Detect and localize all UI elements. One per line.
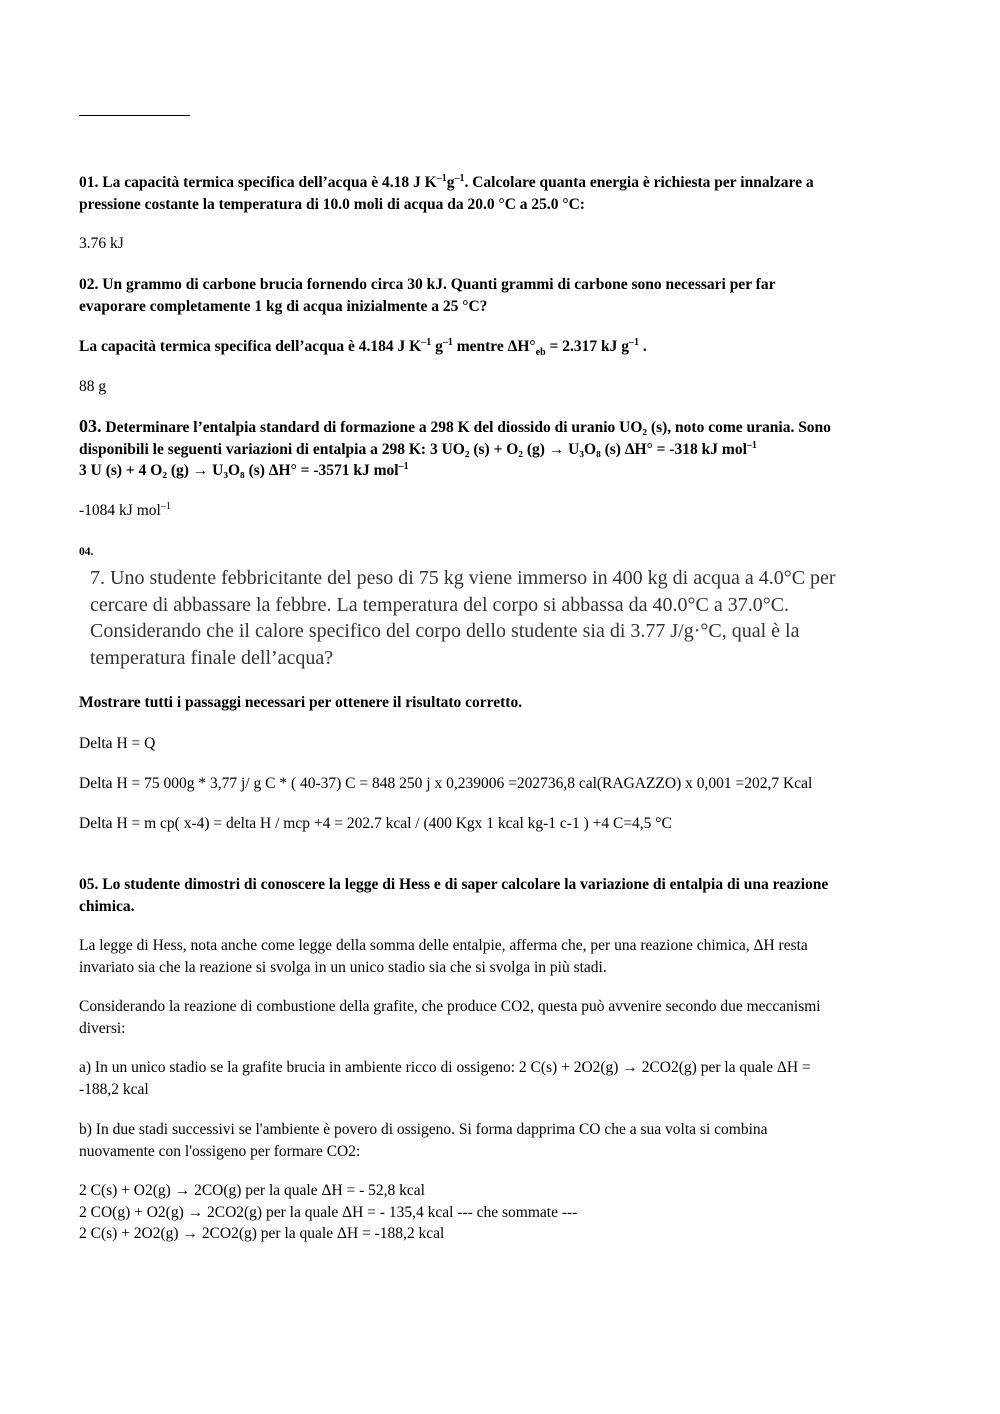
q03-question: 03. Determinare l’entalpia standard di formazione a 298 K del diossido di uranio UO₂ (s), noto come urania. Sono disponibili le seguenti variazioni di entalpia a 298 K: 3 UO₂ (s) + O₂ (g) → U₃O₈ (s) ΔH° = -318 kJ mol$^{-1}$ 3 U (s) + 4 O₂ (g) → U₃O₈ (s) ΔH° = -3571 kJ mol$^{-1}$: [79, 416, 831, 479]
q05-paragraph-combustion: Considerando la reazione di combustione della grafite, che produce CO2, questa può avvenire secondo due meccanismi diversi:: [79, 998, 821, 1037]
q05-case-a: a) In un unico stadio se la grafite brucia in ambiente ricco di ossigeno: 2 C(s) + 2O2(g) → 2CO2(g) per la quale ΔH = -188,2 kcal: [79, 1059, 811, 1098]
q05-case-b: b) In due stadi successivi se l'ambiente è povero di ossigeno. Si forma dapprima CO che a sua volta si combina nuovamente con l'ossigeno per formare CO2:: [79, 1121, 768, 1160]
q04-instruction: Mostrare tutti i passaggi necessari per ottenere il risultato corretto.: [79, 694, 523, 711]
q04-number: 04.: [79, 546, 94, 558]
q01-answer: 3.76 kJ: [79, 235, 124, 252]
q05-question: 05. Lo studente dimostri di conoscere la legge di Hess e di saper calcolare la variazione di entalpia di una reazione chimica.: [79, 876, 829, 915]
equation-3: 2 C(s) + 2O2(g) → 2CO2(g) per la quale ΔH = -188,2 kcal: [79, 1225, 445, 1242]
q04-line3: Delta H = m cp( x-4) = delta H / mcp +4 = 202.7 kcal / (400 Kgx 1 kcal kg-1 c-1 ) +4 C=4,5 °C: [79, 815, 672, 832]
q05-paragraph-hess: La legge di Hess, nota anche come legge della somma delle entalpie, afferma che, per una reazione chimica, ΔH resta invariato sia che la reazione si svolga in un unico stadio sia che si svolga in più stadi.: [79, 937, 808, 976]
q04-problem-image: 7. Uno studente febbricitante del peso di 75 kg viene immerso in 400 kg di acqua a 4.0°C per cercare di abbassare la febbre. La temperatura del corpo si abbassa da 40.0°C a 37.0°C. Considerando che il calore specifico del corpo dello studente sia di 3.77 J/g·°C, qual è la temperatura finale dell’acqua?: [90, 567, 836, 669]
q05-equations: [79, 1180, 899, 1245]
q01-question: 01. La capacità termica specifica dell’acqua è 4.18 J $K^{-1}g^{-1}$. Calcolare quanta energia è richiesta per innalzare a pressione costante la temperatura di 10.0 moli di acqua da 20.0 °C a 25.0 °C:: [79, 172, 814, 213]
q01-number: 01.: [79, 174, 99, 191]
q03-number: 03.: [79, 416, 102, 436]
q02-number: 02.: [79, 276, 99, 293]
q03-answer: -1084 kJ mol$^{-1}$: [79, 500, 171, 519]
q05-number: 05.: [79, 876, 99, 893]
q04-line1: Delta H = Q: [79, 735, 156, 752]
equation-2: 2 CO(g) + O2(g) → 2CO2(g) per la quale ΔH = - 135,4 kcal --- che sommate ---: [79, 1203, 578, 1221]
q02-answer: 88 g: [79, 378, 107, 395]
q04-line2: Delta H = 75 000g * 3,77 j/ g C * ( 40-37) C = 848 250 j x 0,239006 =202736,8 cal(RAGAZZO) x 0,001 =202,7 Kcal: [79, 775, 813, 792]
q02-data: La capacità termica specifica dell’acqua è 4.184 J $K^{-1}$ $g^{-1}$ mentre $\Delta H^\circ_{eb} = 2.317$ kJ $g^{-1}$ .: [79, 336, 647, 359]
equation-1: 2 C(s) + O2(g) → 2CO(g) per la quale ΔH = - 52,8 kcal: [79, 1182, 425, 1199]
footnote-rule: [79, 115, 190, 116]
q02-question: 02. Un grammo di carbone brucia fornendo circa 30 kJ. Quanti grammi di carbone sono necessari per far evaporare completamente 1 kg di acqua inizialmente a 25 °C?: [79, 276, 776, 315]
